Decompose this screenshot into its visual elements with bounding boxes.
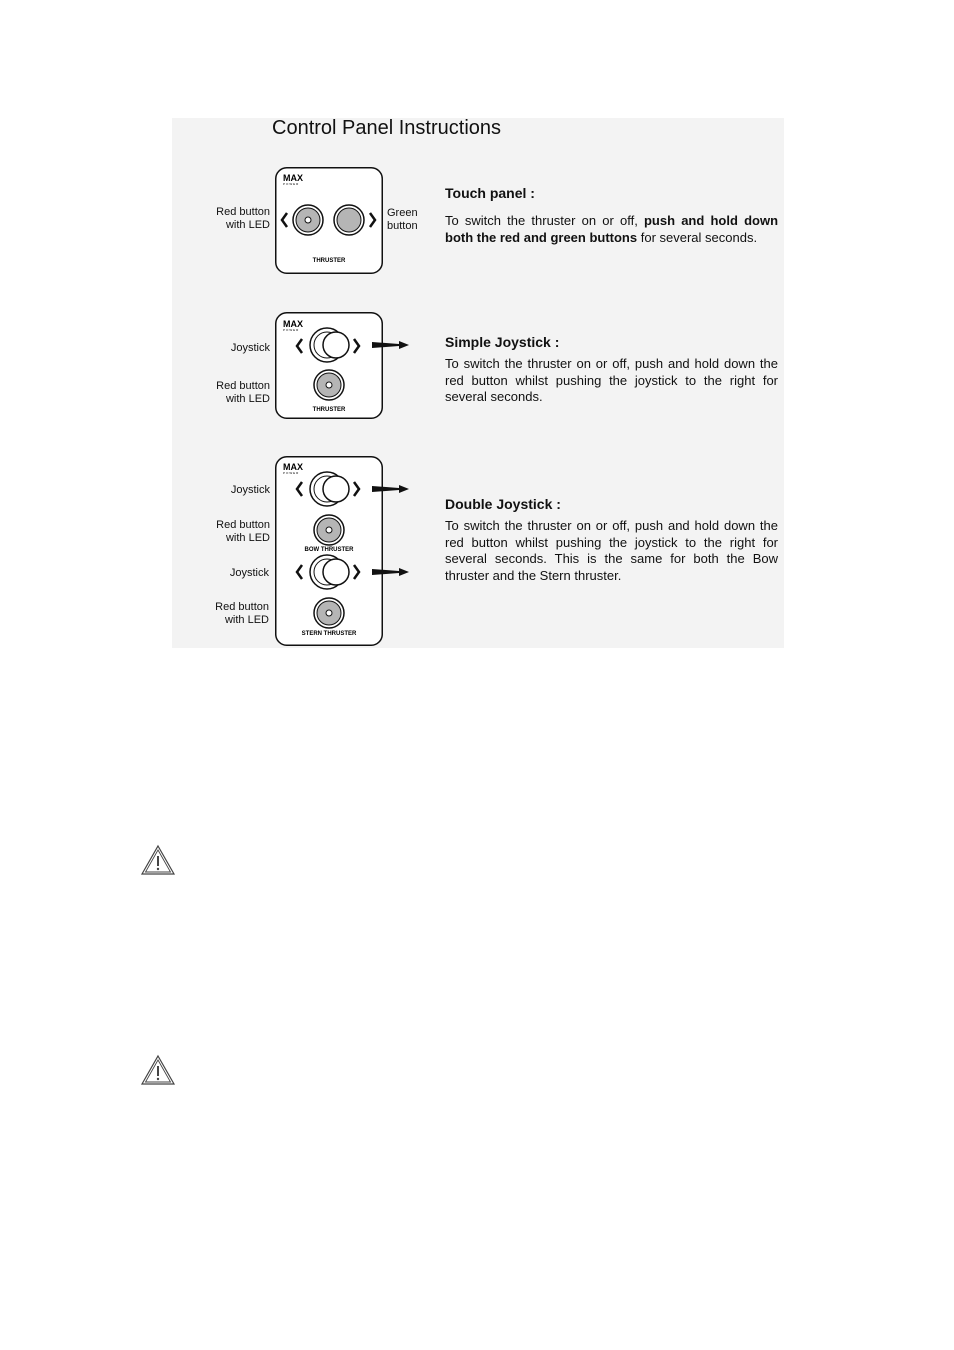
led-indicator	[326, 382, 332, 388]
warning-triangle-icon	[141, 845, 175, 875]
simple-joystick-heading: Simple Joystick :	[445, 334, 560, 350]
page-title: Control Panel Instructions	[272, 117, 502, 139]
double-joystick-diagram	[275, 456, 415, 646]
simple-joystick-text: To switch the thruster on or off, push and hold down the red button whilst pushing the joystick to the right for several seconds.	[445, 356, 778, 404]
max-logo: MAX	[283, 319, 303, 329]
max-logo: MAX	[283, 462, 303, 472]
simple-joystick-diagram	[275, 312, 415, 419]
svg-text:POWER: POWER	[283, 182, 300, 186]
led-indicator	[305, 217, 311, 223]
svg-text:POWER: POWER	[283, 471, 300, 475]
touch-green-button-label: Green button	[387, 207, 418, 232]
touch-panel-text: To switch the thruster on or off, push and hold down both the red and green buttons for several seconds.	[445, 213, 779, 245]
touch-panel-heading: Touch panel :	[445, 185, 535, 201]
double-joystick-text: To switch the thruster on or off, push and hold down the red button whilst pushing the joystick to the right for several seconds. This is the same for both the Bow thruster and the Stern thruster.	[445, 518, 778, 583]
svg-text:POWER: POWER	[283, 328, 300, 332]
max-logo: MAX	[283, 173, 303, 183]
svg-text:STERN THRUSTER: STERN THRUSTER	[301, 631, 357, 637]
touch-panel-diagram	[275, 167, 383, 274]
svg-text:THRUSTER: THRUSTER	[312, 407, 346, 413]
touch-red-button-label: Red button with LED	[216, 206, 270, 231]
led-indicator	[326, 610, 332, 616]
double-joystick-heading: Double Joystick :	[445, 496, 561, 512]
double-joystick-1-label: Joystick	[230, 484, 270, 496]
simple-red-button-label: Red button with LED	[216, 380, 270, 405]
svg-text:BOW THRUSTER: BOW THRUSTER	[304, 547, 354, 553]
double-red-button-1-label: Red button with LED	[216, 519, 270, 544]
warning-triangle-icon	[141, 1055, 175, 1085]
double-joystick-2-label: Joystick	[229, 567, 269, 579]
led-indicator	[326, 527, 332, 533]
double-red-button-2-label: Red button with LED	[215, 601, 269, 626]
svg-text:THRUSTER: THRUSTER	[312, 258, 346, 264]
simple-joystick-label: Joystick	[230, 342, 270, 354]
